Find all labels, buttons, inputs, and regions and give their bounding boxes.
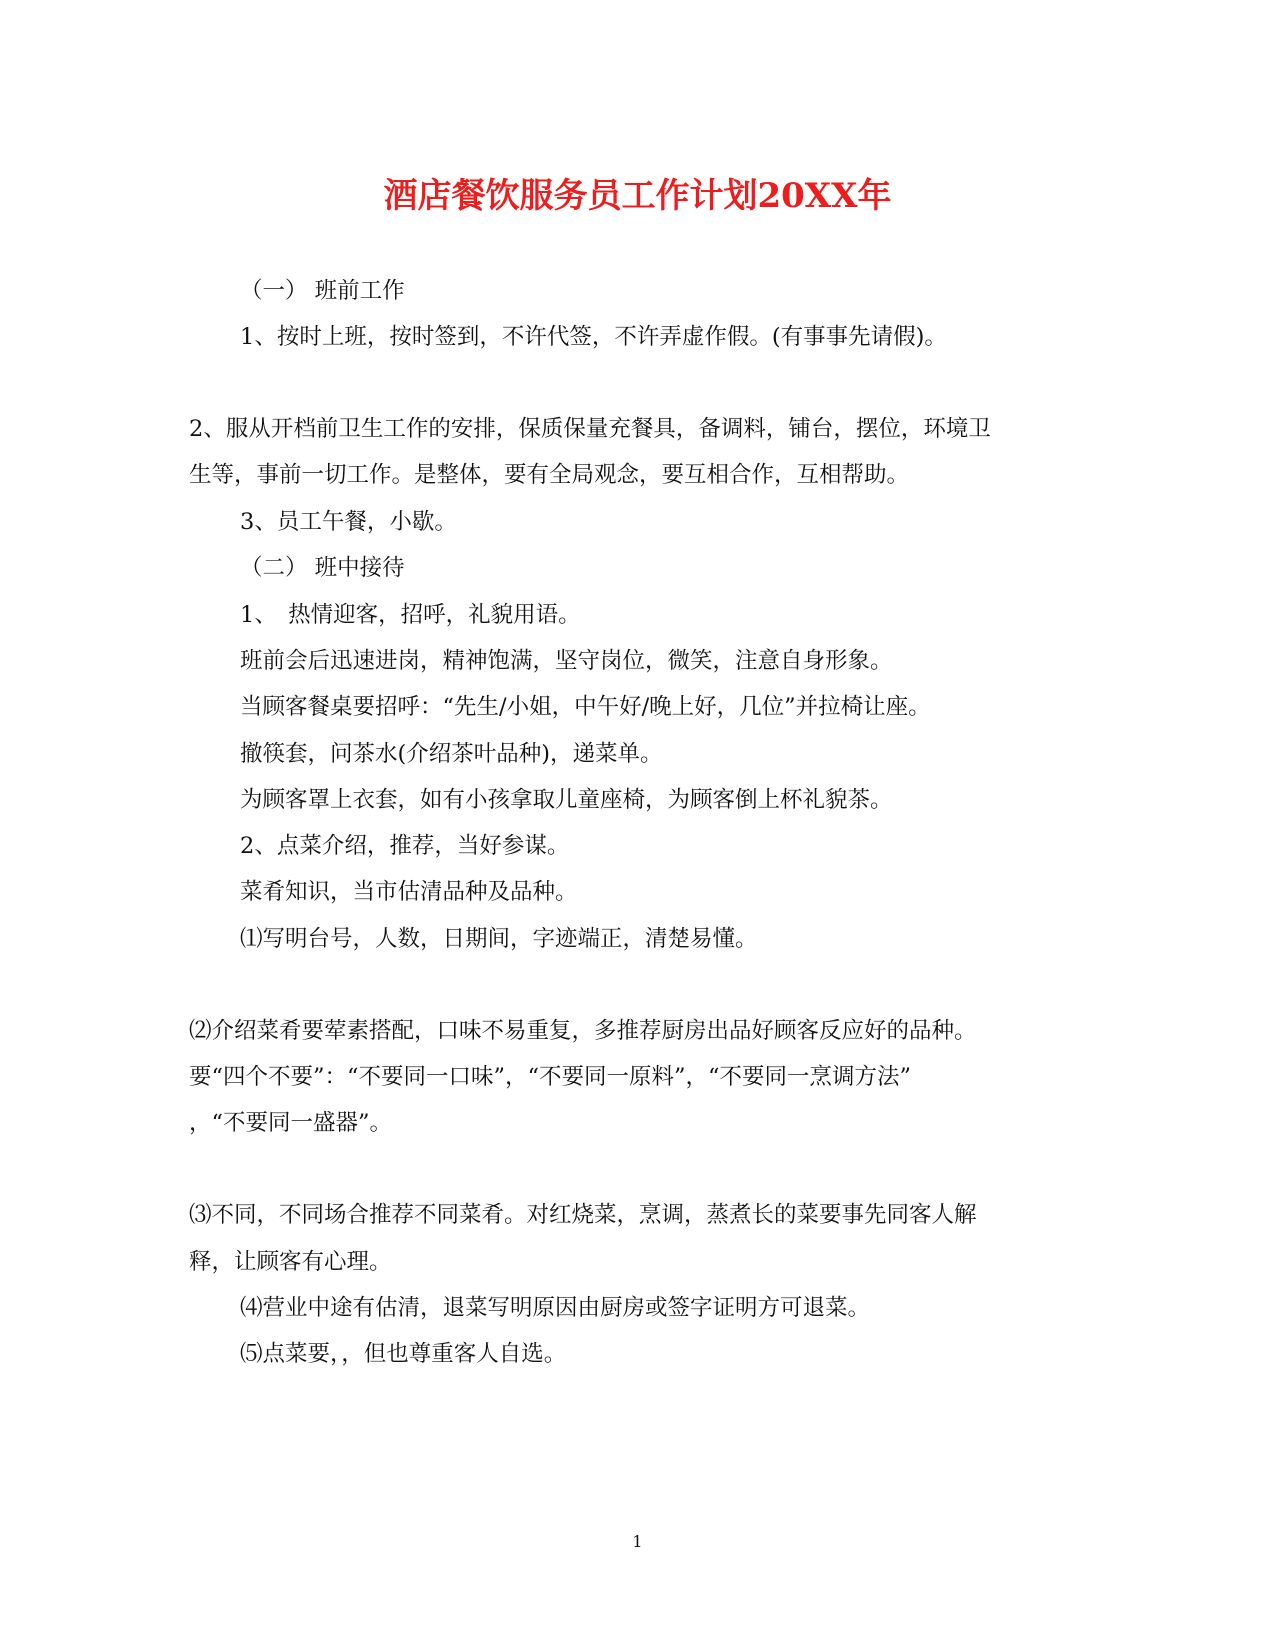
document-title: 酒店餐饮服务员工作计划20XX年 <box>383 176 892 216</box>
paragraph-line: 菜肴知识，当市估清品种及品种。 <box>240 879 578 905</box>
paragraph-line: ⑴写明台号，人数，日期间，字迹端正，清楚易懂。 <box>240 926 758 952</box>
paragraph-line: 生等，事前一切工作。是整体，要有全局观念，要互相合作，互相帮助。 <box>189 462 910 488</box>
paragraph-line: ⑸点菜要，，但也尊重客人自选。 <box>240 1341 567 1367</box>
paragraph-line: 撤筷套，问茶水(介绍茶叶品种)，递菜单。 <box>240 741 663 767</box>
paragraph-line: 当顾客餐桌要招呼：“先生/小姐，中午好/晚上好，几位”并拉椅让座。 <box>240 694 931 720</box>
paragraph-line: 要“四个不要”：“不要同一口味”，“不要同一原料”，“不要同一烹调方法” <box>189 1064 912 1090</box>
paragraph-line: ，“不要同一盛器”。 <box>189 1110 393 1136</box>
paragraph-line: ⑶不同，不同场合推荐不同菜肴。对红烧菜，烹调，蒸煮长的菜要事先同客人解 <box>189 1202 977 1228</box>
paragraph-line: 2、服从开档前卫生工作的安排，保质保量充餐具，备调料，铺台，摆位，环境卫 <box>189 416 991 442</box>
page-number: 1 <box>632 1532 643 1551</box>
paragraph-line: 释，让顾客有心理。 <box>189 1249 392 1275</box>
paragraph-line: 为顾客罩上衣套，如有小孩拿取儿童座椅，为顾客倒上杯礼貌茶。 <box>240 787 893 813</box>
paragraph-line: ⑵介绍菜肴要荤素搭配，口味不易重复，多推荐厨房出品好顾客反应好的品种。 <box>189 1018 977 1044</box>
paragraph-line: 班前会后迅速进岗，精神饱满，坚守岗位，微笑，注意自身形象。 <box>240 648 893 674</box>
paragraph-line: 1、按时上班，按时签到，不许代签，不许弄虚作假。(有事事先请假)。 <box>240 324 947 350</box>
paragraph-line: 3、员工午餐，小歇。 <box>240 509 457 535</box>
paragraph-line: 1、 热情迎客，招呼，礼貌用语。 <box>240 602 581 628</box>
paragraph-line: ⑷营业中途有估清，退菜写明原因由厨房或签字证明方可退菜。 <box>240 1295 871 1321</box>
paragraph-line: 2、点菜介绍，推荐，当好参谋。 <box>240 833 570 859</box>
section-heading-before-shift: （一） 班前工作 <box>240 278 405 304</box>
section-heading-during-shift: （二） 班中接待 <box>240 555 405 581</box>
